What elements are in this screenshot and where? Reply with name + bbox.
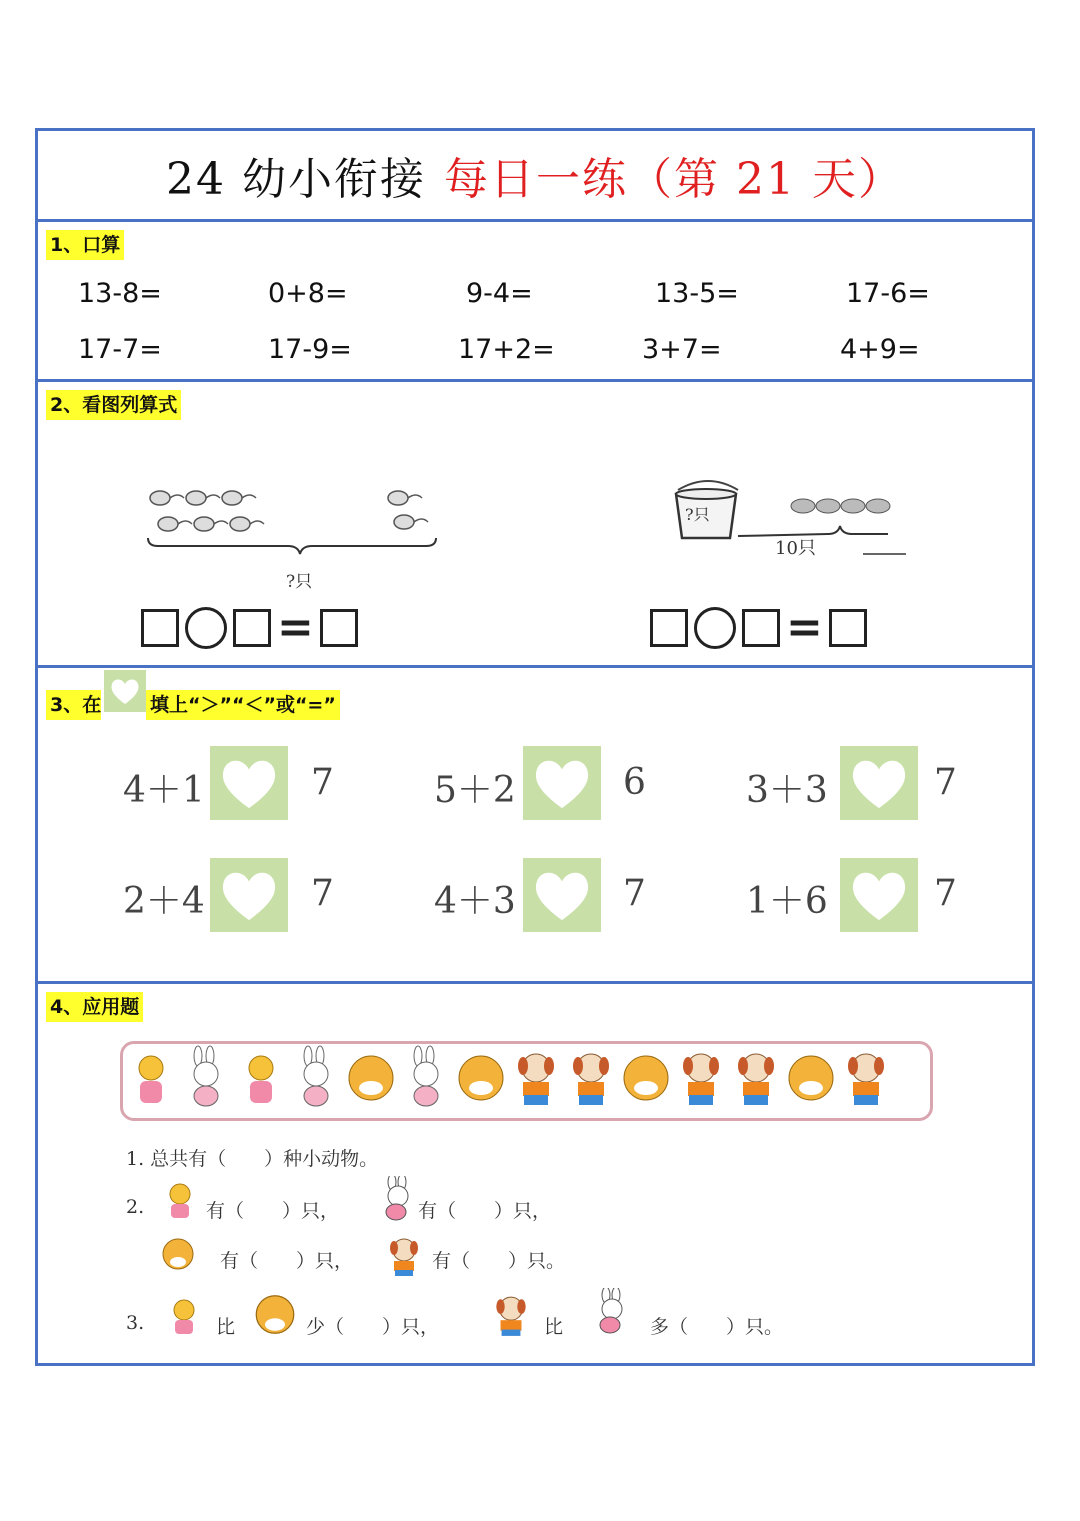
question-2-part-a: 有（ ）只，	[206, 1200, 340, 1222]
dog-icon	[573, 1054, 609, 1105]
section-word-problems	[38, 984, 1032, 1363]
section-compare	[38, 668, 1032, 981]
compare-left: 1＋6	[746, 881, 828, 922]
section-heading: 3、在	[46, 690, 101, 720]
answer-box[interactable]	[233, 609, 271, 647]
left-brace-label: ?只	[286, 572, 313, 592]
title-main: 24 幼小衔接	[166, 154, 426, 205]
title-row	[38, 131, 1032, 219]
calc-item: 13-8=	[78, 278, 162, 309]
heart-answer-box[interactable]	[523, 858, 601, 932]
compare-right: 7	[311, 873, 334, 914]
tiger-icon	[158, 1236, 198, 1276]
section-picture-equation	[38, 382, 1032, 665]
calc-item: 3+7=	[642, 334, 722, 365]
section-heading: 2、看图列算式	[46, 390, 181, 420]
calc-item: 17-6=	[846, 278, 930, 309]
heart-icon	[531, 866, 593, 924]
heart-icon	[848, 866, 910, 924]
rabbit-icon	[304, 1046, 328, 1106]
dog-icon	[490, 1294, 532, 1338]
calc-item: 0+8=	[268, 278, 348, 309]
calc-row-1	[38, 278, 1032, 318]
heart-icon	[531, 754, 593, 812]
rabbit-icon	[194, 1046, 218, 1106]
calc-item: 17-7=	[78, 334, 162, 365]
rabbit-icon	[372, 1176, 420, 1222]
question-3-number: 3.	[126, 1312, 145, 1334]
heart-answer-box[interactable]	[840, 746, 918, 820]
chick-icon	[139, 1056, 163, 1103]
compare-left: 4＋3	[434, 881, 516, 922]
chick-icon	[166, 1298, 202, 1338]
bucket-label: ?只	[685, 505, 710, 524]
compare-left: 4＋1	[123, 770, 205, 811]
dog-icon	[384, 1236, 424, 1278]
compare-left: 5＋2	[434, 770, 516, 811]
tiger-icon	[349, 1056, 393, 1100]
compare-right: 7	[311, 762, 334, 803]
rabbit-icon	[586, 1288, 634, 1336]
section-heading: 4、应用题	[46, 992, 143, 1022]
question-2-part-b: 有（ ）只，	[418, 1200, 552, 1222]
answer-box[interactable]	[829, 609, 867, 647]
tiger-icon	[250, 1292, 300, 1342]
question-3-part-d: 多（ ）只。	[650, 1316, 784, 1338]
heart-icon	[104, 670, 146, 712]
dog-icon	[518, 1054, 554, 1105]
compare-right: 6	[623, 762, 646, 803]
operator-circle[interactable]	[694, 607, 736, 649]
compare-left: 2＋4	[123, 881, 205, 922]
equation-blank-left	[141, 602, 358, 653]
title-day: 每日一练（第 21 天）	[444, 154, 904, 205]
answer-box[interactable]	[141, 609, 179, 647]
question-3-part-b: 少（ ）只，	[306, 1316, 440, 1338]
dog-icon	[683, 1054, 719, 1105]
right-brace-label: 10只	[775, 538, 816, 559]
question-2-part-d: 有（ ）只。	[432, 1250, 566, 1272]
worksheet	[35, 128, 1035, 1366]
calc-item: 9-4=	[466, 278, 533, 309]
heart-answer-box[interactable]	[523, 746, 601, 820]
heart-icon	[218, 866, 280, 924]
animal-row-picture	[123, 1044, 930, 1118]
chick-icon	[249, 1056, 273, 1103]
equation-blank-right	[650, 602, 867, 653]
tadpoles-picture	[138, 482, 448, 567]
compare-right: 7	[623, 873, 646, 914]
tiger-icon	[624, 1056, 668, 1100]
answer-box[interactable]	[742, 609, 780, 647]
compare-left: 3＋3	[746, 770, 828, 811]
heart-icon	[218, 754, 280, 812]
answer-box[interactable]	[650, 609, 688, 647]
section-heading: 1、口算	[46, 230, 124, 260]
heart-answer-box[interactable]	[210, 746, 288, 820]
calc-item: 13-5=	[655, 278, 739, 309]
tiger-icon	[459, 1056, 503, 1100]
section-mental-math	[38, 222, 1032, 379]
heart-answer-box[interactable]	[210, 858, 288, 932]
question-2-number: 2.	[126, 1196, 145, 1218]
question-1: 1. 总共有（ ）种小动物。	[126, 1148, 379, 1170]
equals-sign: =	[277, 602, 314, 653]
chick-icon	[162, 1182, 198, 1222]
compare-right: 7	[934, 873, 957, 914]
heart-answer-box[interactable]	[840, 858, 918, 932]
dog-icon	[848, 1054, 884, 1105]
calc-item: 17-9=	[268, 334, 352, 365]
question-3-part-c: 比	[544, 1316, 564, 1338]
calc-row-2	[38, 334, 1032, 374]
compare-right: 7	[934, 762, 957, 803]
calc-item: 17+2=	[458, 334, 555, 365]
animal-strip	[120, 1041, 933, 1121]
calc-item: 4+9=	[840, 334, 920, 365]
section-heading-rest: 填上“＞”“＜”或“=”	[146, 690, 340, 720]
tiger-icon	[789, 1056, 833, 1100]
rabbit-icon	[414, 1046, 438, 1106]
question-3-part-a: 比	[216, 1316, 236, 1338]
answer-box[interactable]	[320, 609, 358, 647]
equals-sign: =	[786, 602, 823, 653]
operator-circle[interactable]	[185, 607, 227, 649]
heart-icon	[848, 754, 910, 812]
dog-icon	[738, 1054, 774, 1105]
question-2-part-c: 有（ ）只，	[220, 1250, 354, 1272]
